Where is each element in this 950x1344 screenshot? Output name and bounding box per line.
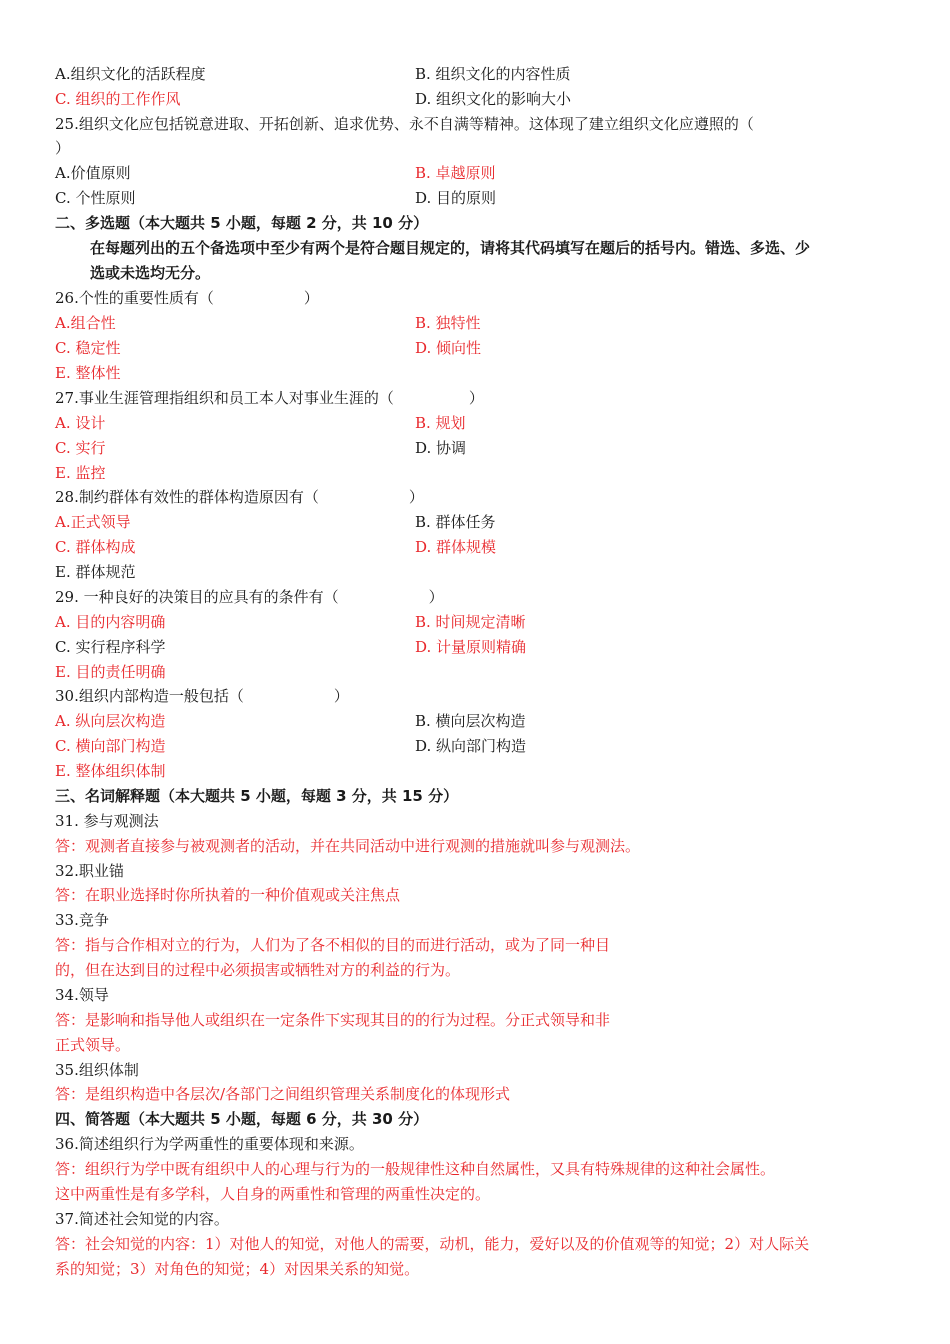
answer-line: B. 时间规定清晰	[415, 613, 526, 631]
answer-line: C. 组织的工作作风	[55, 90, 181, 108]
answer-line: 这中两重性是有多学科，人自身的两重性和管理的两重性决定的。	[55, 1185, 491, 1203]
answer-line: 答：是影响和指导他人或组织在一定条件下实现其目的的行为过程。分正式领导和非	[55, 1011, 611, 1029]
answer-line: E. 目的责任明确	[55, 663, 166, 681]
text-line: C. 个性原则	[55, 189, 136, 207]
answer-line: 答：是组织构造中各层次/各部门之间组织管理关系制度化的体现形式	[55, 1085, 511, 1103]
text-line: 35.组织体制	[55, 1061, 139, 1079]
section-heading: 选或未选均无分。	[90, 264, 211, 282]
text-line: 26.个性的重要性质有（ ）	[55, 289, 319, 307]
text-line: 34.领导	[55, 986, 109, 1004]
text-line: 27.事业生涯管理指组织和员工本人对事业生涯的（ ）	[55, 389, 484, 407]
section-heading: 二、多选题（本大题共 5 小题，每题 2 分，共 10 分）	[55, 214, 429, 232]
answer-line: B. 独特性	[415, 314, 481, 332]
answer-line: D. 群体规模	[415, 538, 497, 556]
answer-line: E. 整体组织体制	[55, 762, 166, 780]
answer-line: 系的知觉；3）对角色的知觉；4）对因果关系的知觉。	[55, 1260, 420, 1278]
answer-line: E. 整体性	[55, 364, 121, 382]
text-line: 37.简述社会知觉的内容。	[55, 1210, 229, 1228]
text-line: 28.制约群体有效性的群体构造原因有（ ）	[55, 488, 424, 506]
text-line: B. 群体任务	[415, 513, 496, 531]
answer-line: 答：观测者直接参与被观测者的活动，并在共同活动中进行观测的措施就叫参与观测法。	[55, 837, 641, 855]
section-heading: 三、名词解释题（本大题共 5 小题，每题 3 分，共 15 分）	[55, 787, 459, 805]
text-line: 29. 一种良好的决策目的应具有的条件有（ ）	[55, 588, 444, 606]
section-heading: 在每题列出的五个备选项中至少有两个是符合题目规定的，请将其代码填写在题后的括号内。错选、多选、少	[90, 239, 811, 257]
answer-line: E. 监控	[55, 464, 106, 482]
text-line: C. 实行程序科学	[55, 638, 166, 656]
text-line: 36.简述组织行为学两重性的重要体现和来源。	[55, 1135, 364, 1153]
text-line: 31. 参与观测法	[55, 812, 159, 830]
text-line: 32.职业锚	[55, 862, 124, 880]
answer-line: A.正式领导	[55, 513, 131, 531]
answer-line: 答：在职业选择时你所执着的一种价值观或关注焦点	[55, 886, 401, 904]
text-line: ）	[55, 139, 71, 157]
text-line: 30.组织内部构造一般包括（ ）	[55, 687, 349, 705]
answer-line: 答：社会知觉的内容：1）对他人的知觉，对他人的需要，动机，能力，爱好以及的价值观等的知觉；2）对人际关	[55, 1235, 810, 1253]
text-line: D. 目的原则	[415, 189, 497, 207]
answer-line: 的，但在达到目的过程中必须损害或牺牲对方的利益的行为。	[55, 961, 461, 979]
answer-line: C. 群体构成	[55, 538, 136, 556]
answer-line: A. 设计	[55, 414, 106, 432]
answer-line: 正式领导。	[55, 1036, 131, 1054]
answer-line: C. 稳定性	[55, 339, 121, 357]
text-line: 33.竞争	[55, 911, 109, 929]
answer-line: 答：指与合作相对立的行为，人们为了各不相似的目的而进行活动，或为了同一种目	[55, 936, 611, 954]
text-line: A.价值原则	[55, 164, 131, 182]
text-line: A.组织文化的活跃程度	[55, 65, 206, 83]
answer-line: D. 计量原则精确	[415, 638, 527, 656]
text-line: D. 纵向部门构造	[415, 737, 527, 755]
section-heading: 四、简答题（本大题共 5 小题，每题 6 分，共 30 分）	[55, 1110, 429, 1128]
text-line: B. 组织文化的内容性质	[415, 65, 571, 83]
answer-line: A. 纵向层次构造	[55, 712, 166, 730]
text-line: B. 横向层次构造	[415, 712, 526, 730]
text-line: E. 群体规范	[55, 563, 136, 581]
answer-line: C. 实行	[55, 439, 106, 457]
answer-line: D. 倾向性	[415, 339, 482, 357]
text-line: D. 协调	[415, 439, 467, 457]
answer-line: B. 卓越原则	[415, 164, 496, 182]
text-line: D. 组织文化的影响大小	[415, 90, 572, 108]
answer-line: 答：组织行为学中既有组织中人的心理与行为的一般规律性这种自然属性，又具有特殊规律的这种社会属性。	[55, 1160, 776, 1178]
answer-line: C. 横向部门构造	[55, 737, 166, 755]
answer-line: A. 目的内容明确	[55, 613, 166, 631]
answer-line: B. 规划	[415, 414, 466, 432]
answer-line: A.组合性	[55, 314, 116, 332]
text-line: 25.组织文化应包括锐意进取、开拓创新、追求优势、永不自满等精神。这体现了建立组织文化应遵照的（	[55, 115, 754, 133]
